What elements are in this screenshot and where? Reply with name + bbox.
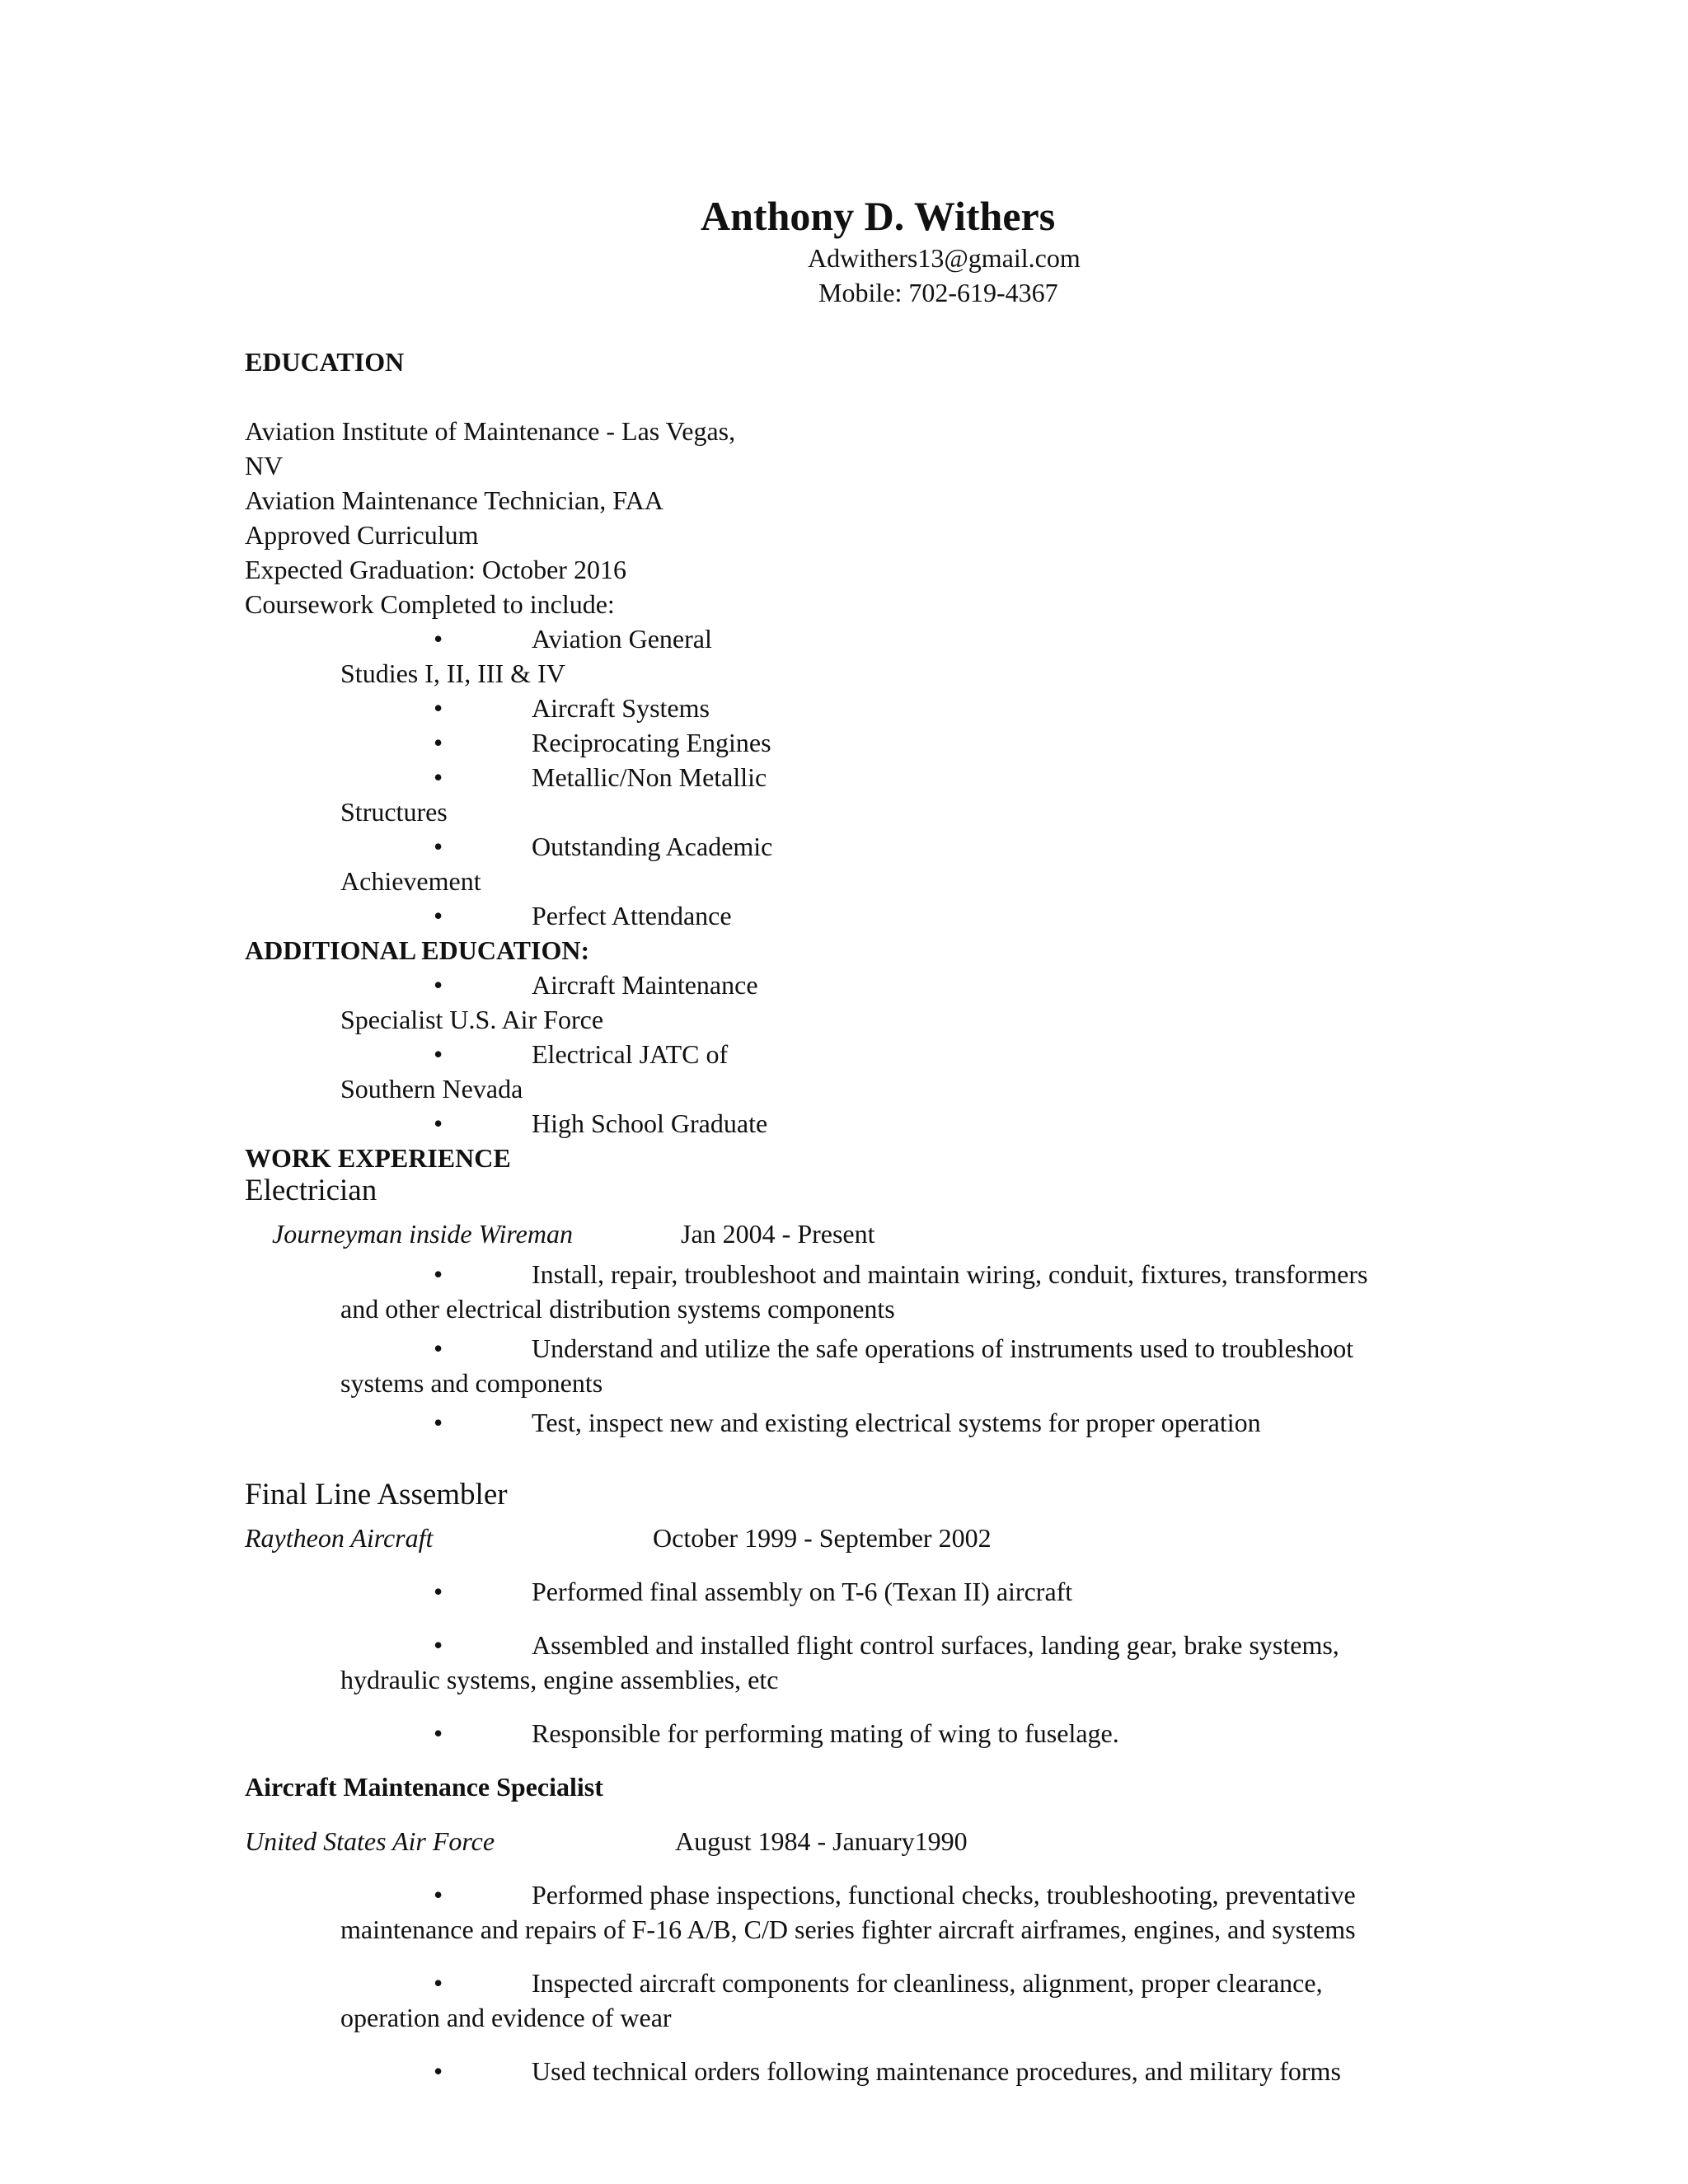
list-item: Aircraft Maintenance bbox=[532, 970, 758, 1000]
education-heading: EDUCATION bbox=[245, 347, 405, 377]
duty-item: Assembled and installed flight control surfaces, landing gear, brake systems, bbox=[532, 1630, 1339, 1660]
duty-item: Understand and utilize the safe operations of instruments used to troubleshoot bbox=[532, 1333, 1354, 1363]
bullet-icon: • bbox=[434, 1630, 443, 1660]
bullet-icon: • bbox=[434, 1880, 443, 1910]
list-item: High School Graduate bbox=[532, 1108, 768, 1138]
bullet-icon: • bbox=[434, 1259, 443, 1289]
email: Adwithers13@gmail.com bbox=[808, 243, 1081, 273]
bullet-icon: • bbox=[434, 970, 443, 1000]
school-name: Aviation Institute of Maintenance - Las Vegas, bbox=[245, 416, 736, 446]
duty-item: Used technical orders following maintenance procedures, and military forms bbox=[532, 2056, 1341, 2086]
course-item-continued: Studies I, II, III & IV bbox=[340, 658, 565, 688]
duty-item-continued: systems and components bbox=[340, 1368, 603, 1398]
bullet-icon: • bbox=[434, 728, 443, 757]
course-item: Reciprocating Engines bbox=[532, 728, 771, 757]
coursework-intro: Coursework Completed to include: bbox=[245, 589, 615, 619]
candidate-name: Anthony D. Withers bbox=[701, 193, 1056, 239]
duty-item-continued: hydraulic systems, engine assemblies, etc bbox=[340, 1665, 779, 1694]
duty-item: Performed final assembly on T-6 (Texan II) aircraft bbox=[532, 1577, 1073, 1606]
course-item-continued: Structures bbox=[340, 797, 448, 827]
course-item: Aircraft Systems bbox=[532, 693, 710, 723]
bullet-icon: • bbox=[434, 832, 443, 861]
job-dates: August 1984 - January1990 bbox=[675, 1826, 968, 1856]
course-item: Outstanding Academic bbox=[532, 832, 773, 861]
list-item-continued: Specialist U.S. Air Force bbox=[340, 1005, 604, 1034]
work-experience-heading: WORK EXPERIENCE bbox=[245, 1143, 511, 1173]
job-dates: October 1999 - September 2002 bbox=[653, 1523, 992, 1553]
duty-item: Test, inspect new and existing electrical systems for proper operation bbox=[532, 1408, 1261, 1437]
course-item-continued: Achievement bbox=[340, 866, 481, 896]
list-item: Electrical JATC of bbox=[532, 1039, 729, 1069]
bullet-icon: • bbox=[434, 693, 443, 723]
bullet-icon: • bbox=[434, 1108, 443, 1138]
employer: United States Air Force bbox=[245, 1826, 495, 1856]
bullet-icon: • bbox=[434, 1039, 443, 1069]
employer: Raytheon Aircraft bbox=[245, 1523, 434, 1553]
employer: Journeyman inside Wireman bbox=[272, 1219, 573, 1249]
additional-education-heading: ADDITIONAL EDUCATION: bbox=[245, 935, 590, 965]
program: Aviation Maintenance Technician, FAA bbox=[245, 485, 663, 515]
duty-item: Performed phase inspections, functional checks, troubleshooting, preventative bbox=[532, 1880, 1356, 1910]
job-dates: Jan 2004 - Present bbox=[681, 1219, 875, 1249]
duty-item-continued: and other electrical distribution systems components bbox=[340, 1294, 895, 1324]
course-item: Metallic/Non Metallic bbox=[532, 762, 767, 792]
graduation-date: Expected Graduation: October 2016 bbox=[245, 555, 626, 584]
mobile-phone: Mobile: 702-619-4367 bbox=[818, 278, 1058, 307]
bullet-icon: • bbox=[434, 624, 443, 654]
bullet-icon: • bbox=[434, 1968, 443, 1998]
bullet-icon: • bbox=[434, 762, 443, 792]
duty-item-continued: maintenance and repairs of F-16 A/B, C/D series fighter aircraft airframes, engines, and systems bbox=[340, 1915, 1356, 1944]
bullet-icon: • bbox=[434, 2056, 443, 2086]
bullet-icon: • bbox=[434, 901, 443, 930]
school-location: NV bbox=[245, 451, 284, 480]
duty-item: Install, repair, troubleshoot and maintain wiring, conduit, fixtures, transformers bbox=[532, 1259, 1368, 1289]
list-item-continued: Southern Nevada bbox=[340, 1074, 523, 1104]
job-title: Final Line Assembler bbox=[245, 1478, 508, 1511]
bullet-icon: • bbox=[434, 1408, 443, 1437]
job-title: Electrician bbox=[245, 1174, 377, 1207]
duty-item: Inspected aircraft components for cleanliness, alignment, proper clearance, bbox=[532, 1968, 1323, 1998]
duty-item: Responsible for performing mating of wing to fuselage. bbox=[532, 1718, 1119, 1748]
program-approval: Approved Curriculum bbox=[245, 520, 479, 550]
job-title: Aircraft Maintenance Specialist bbox=[245, 1772, 603, 1802]
course-item: Perfect Attendance bbox=[532, 901, 732, 930]
bullet-icon: • bbox=[434, 1718, 443, 1748]
bullet-icon: • bbox=[434, 1577, 443, 1606]
course-item: Aviation General bbox=[532, 624, 712, 654]
bullet-icon: • bbox=[434, 1333, 443, 1363]
duty-item-continued: operation and evidence of wear bbox=[340, 2003, 672, 2032]
